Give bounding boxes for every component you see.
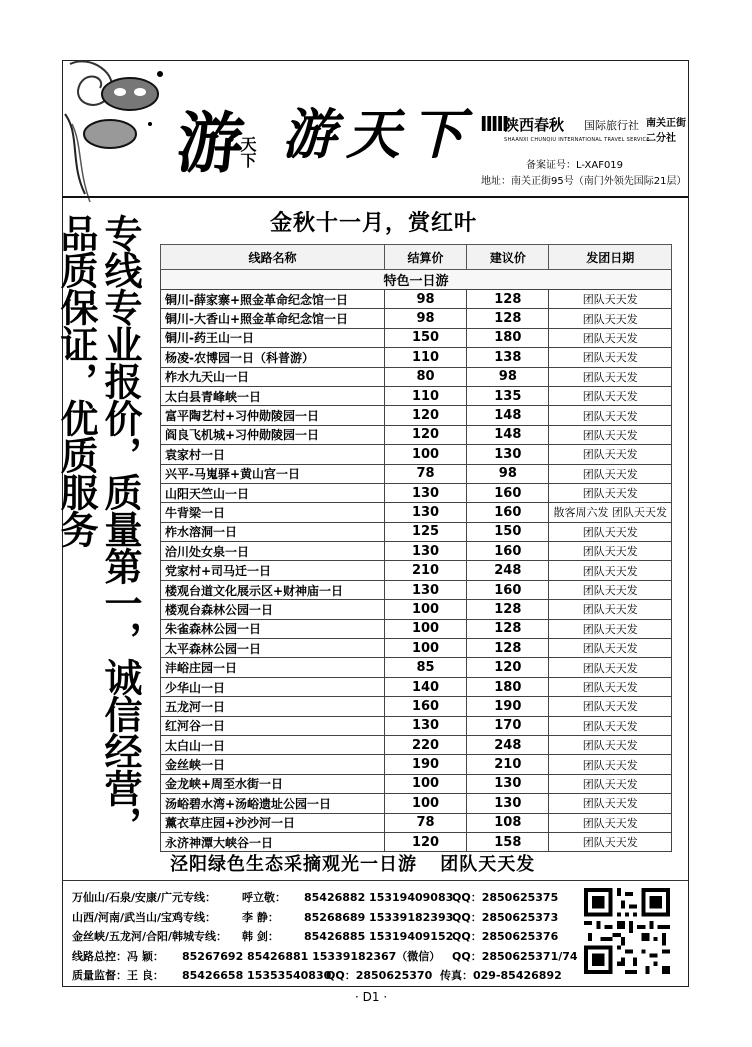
route-name: 铜川-大香山+照金革命纪念馆一日 bbox=[161, 309, 385, 328]
suggested-price: 190 bbox=[467, 697, 549, 716]
contact-person: 呼立敬： bbox=[242, 891, 286, 904]
route-name: 金龙峡+周至水街一日 bbox=[161, 774, 385, 793]
departure-schedule: 团队天天发 bbox=[549, 522, 672, 541]
settle-price: 125 bbox=[384, 522, 466, 541]
route-name: 柞水九天山一日 bbox=[161, 367, 385, 386]
settle-price: 100 bbox=[384, 794, 466, 813]
settle-price: 98 bbox=[384, 309, 466, 328]
departure-schedule: 团队天天发 bbox=[549, 600, 672, 619]
slogan: 专线专业报价，质量第一，诚信经营，品质保证，优质服务 bbox=[54, 214, 142, 843]
agency-block bbox=[480, 110, 690, 150]
settle-price: 130 bbox=[384, 503, 466, 522]
route-name: 党家村+司马迁一日 bbox=[161, 561, 385, 580]
table-row bbox=[161, 697, 672, 716]
table-row bbox=[161, 658, 672, 677]
contact-phones: 85426885 15319409152 bbox=[304, 930, 454, 943]
quality-qq: QQ：2850625370 bbox=[326, 969, 433, 982]
settle-price: 120 bbox=[384, 406, 466, 425]
table-header-row bbox=[161, 245, 672, 270]
suggested-price: 180 bbox=[467, 677, 549, 696]
departure-schedule: 团队天天发 bbox=[549, 445, 672, 464]
page-title: 金秋十一月，赏红叶 bbox=[270, 211, 478, 236]
column-header-route: 线路名称 bbox=[161, 245, 385, 270]
departure-schedule: 团队天天发 bbox=[549, 677, 672, 696]
column-header-departure: 发团日期 bbox=[549, 245, 672, 270]
departure-schedule: 团队天天发 bbox=[549, 755, 672, 774]
table-row bbox=[161, 290, 672, 309]
departure-schedule: 团队天天发 bbox=[549, 348, 672, 367]
route-name: 金丝峡一日 bbox=[161, 755, 385, 774]
route-name: 洽川处女泉一日 bbox=[161, 542, 385, 561]
quality-phones: 85426658 15353540830 bbox=[182, 969, 332, 982]
route-name: 铜川-薛家寨+照金革命纪念馆一日 bbox=[161, 290, 385, 309]
settle-price: 100 bbox=[384, 600, 466, 619]
departure-schedule: 散客周六发 团队天天发 bbox=[549, 503, 672, 522]
suggested-price: 170 bbox=[467, 716, 549, 735]
agency-logo-icon: IIIII bbox=[480, 112, 508, 136]
section-title: 特色一日游 bbox=[161, 270, 672, 290]
table-row bbox=[161, 503, 672, 522]
table-row bbox=[161, 483, 672, 502]
departure-schedule: 团队天天发 bbox=[549, 716, 672, 735]
route-name: 袁家村一日 bbox=[161, 445, 385, 464]
contact-line: 山西/河南/武当山/宝鸡专线： bbox=[72, 910, 217, 924]
table-row bbox=[161, 600, 672, 619]
route-name: 楼观台道文化展示区+财神庙一日 bbox=[161, 580, 385, 599]
departure-schedule: 团队天天发 bbox=[549, 483, 672, 502]
column-header-settle-price: 结算价 bbox=[384, 245, 466, 270]
table-row bbox=[161, 309, 672, 328]
settle-price: 140 bbox=[384, 677, 466, 696]
settle-price: 130 bbox=[384, 542, 466, 561]
departure-schedule: 团队天天发 bbox=[549, 406, 672, 425]
logo-main-glyph: 游 bbox=[173, 104, 242, 182]
contact-divider bbox=[62, 880, 688, 881]
suggested-price: 135 bbox=[467, 386, 549, 405]
settle-price: 130 bbox=[384, 716, 466, 735]
departure-schedule: 团队天天发 bbox=[549, 774, 672, 793]
control-label: 线路总控：冯 颖： bbox=[72, 949, 164, 963]
settle-price: 130 bbox=[384, 483, 466, 502]
settle-price: 190 bbox=[384, 755, 466, 774]
route-name: 牛背梁一日 bbox=[161, 503, 385, 522]
departure-schedule: 团队天天发 bbox=[549, 658, 672, 677]
suggested-price: 130 bbox=[467, 794, 549, 813]
route-name: 永济神潭大峡谷一日 bbox=[161, 832, 385, 851]
suggested-price: 160 bbox=[467, 483, 549, 502]
suggested-price: 160 bbox=[467, 503, 549, 522]
table-row bbox=[161, 348, 672, 367]
contact-qq: QQ：2850625373 bbox=[452, 910, 559, 924]
departure-schedule: 团队天天发 bbox=[549, 290, 672, 309]
suggested-price: 248 bbox=[467, 561, 549, 580]
departure-schedule: 团队天天发 bbox=[549, 639, 672, 658]
settle-price: 110 bbox=[384, 386, 466, 405]
table-row bbox=[161, 425, 672, 444]
suggested-price: 128 bbox=[467, 290, 549, 309]
settle-price: 78 bbox=[384, 464, 466, 483]
table-row bbox=[161, 619, 672, 638]
route-name: 红河谷一日 bbox=[161, 716, 385, 735]
settle-price: 110 bbox=[384, 348, 466, 367]
quality-label: 质量监督：王 良： bbox=[72, 969, 164, 982]
departure-schedule: 团队天天发 bbox=[549, 580, 672, 599]
settle-price: 220 bbox=[384, 735, 466, 754]
suggested-price: 148 bbox=[467, 406, 549, 425]
agency-name: 陕西春秋 bbox=[504, 116, 565, 134]
table-row bbox=[161, 716, 672, 735]
route-name: 薰衣草庄园+沙沙河一日 bbox=[161, 813, 385, 832]
mask-ornament-icon bbox=[60, 54, 180, 204]
contact-phones: 85268689 15339182393 bbox=[304, 910, 454, 924]
contact-list bbox=[72, 888, 577, 986]
contact-row bbox=[72, 908, 577, 928]
settle-price: 98 bbox=[384, 290, 466, 309]
qr-code-icon bbox=[584, 888, 670, 974]
table-row bbox=[161, 367, 672, 386]
table-row bbox=[161, 542, 672, 561]
suggested-price: 180 bbox=[467, 328, 549, 347]
contact-row bbox=[72, 888, 577, 908]
departure-schedule: 团队天天发 bbox=[549, 619, 672, 638]
settle-price: 100 bbox=[384, 774, 466, 793]
contact-line: 金丝峡/五龙河/合阳/韩城专线： bbox=[72, 930, 228, 943]
table-row bbox=[161, 794, 672, 813]
route-name: 楼观台森林公园一日 bbox=[161, 600, 385, 619]
contact-person: 韩 剑： bbox=[242, 930, 279, 943]
table-row bbox=[161, 755, 672, 774]
contact-phones: 85426882 15319409083 bbox=[304, 891, 454, 904]
route-name: 山阳天竺山一日 bbox=[161, 483, 385, 502]
quality-fax: 传真：029-85426892 bbox=[440, 969, 562, 982]
table-row bbox=[161, 464, 672, 483]
table-row bbox=[161, 639, 672, 658]
suggested-price: 120 bbox=[467, 658, 549, 677]
settle-price: 100 bbox=[384, 445, 466, 464]
table-row bbox=[161, 677, 672, 696]
logo bbox=[173, 90, 264, 182]
suggested-price: 150 bbox=[467, 522, 549, 541]
suggested-price: 210 bbox=[467, 755, 549, 774]
column-header-suggested-price: 建议价 bbox=[467, 245, 549, 270]
departure-schedule: 团队天天发 bbox=[549, 367, 672, 386]
settle-price: 78 bbox=[384, 813, 466, 832]
suggested-price: 128 bbox=[467, 600, 549, 619]
suggested-price: 138 bbox=[467, 348, 549, 367]
departure-schedule: 团队天天发 bbox=[549, 328, 672, 347]
contact-person: 李 静： bbox=[242, 910, 279, 924]
departure-schedule: 团队天天发 bbox=[549, 542, 672, 561]
header-divider bbox=[62, 196, 688, 198]
settle-price: 100 bbox=[384, 639, 466, 658]
settle-price: 80 bbox=[384, 367, 466, 386]
contact-qq: QQ：2850625376 bbox=[452, 930, 559, 943]
branch-line-2: 二分社 bbox=[646, 133, 676, 144]
departure-schedule: 团队天天发 bbox=[549, 697, 672, 716]
departure-schedule: 团队天天发 bbox=[549, 561, 672, 580]
page-number: · D1 · bbox=[355, 990, 388, 1004]
settle-price: 130 bbox=[384, 580, 466, 599]
suggested-price: 148 bbox=[467, 425, 549, 444]
suggested-price: 248 bbox=[467, 735, 549, 754]
route-name: 五龙河一日 bbox=[161, 697, 385, 716]
settle-price: 160 bbox=[384, 697, 466, 716]
suggested-price: 128 bbox=[467, 309, 549, 328]
suggested-price: 128 bbox=[467, 619, 549, 638]
settle-price: 150 bbox=[384, 328, 466, 347]
departure-schedule: 团队天天发 bbox=[549, 735, 672, 754]
settle-price: 85 bbox=[384, 658, 466, 677]
agency-address: 地址：南关正街95号（南门外领先国际21层） bbox=[481, 176, 687, 187]
route-price-table bbox=[160, 244, 672, 852]
table-row bbox=[161, 328, 672, 347]
agency-type: 国际旅行社 bbox=[584, 119, 639, 132]
contact-row bbox=[72, 927, 577, 947]
settle-price: 120 bbox=[384, 425, 466, 444]
route-name: 太白山一日 bbox=[161, 735, 385, 754]
control-row bbox=[72, 947, 577, 967]
route-name: 富平陶艺村+习仲勋陵园一日 bbox=[161, 406, 385, 425]
suggested-price: 98 bbox=[467, 464, 549, 483]
settle-price: 100 bbox=[384, 619, 466, 638]
departure-schedule: 团队天天发 bbox=[549, 832, 672, 851]
suggested-price: 160 bbox=[467, 580, 549, 599]
section-row bbox=[161, 270, 672, 290]
suggested-price: 130 bbox=[467, 774, 549, 793]
table-row bbox=[161, 813, 672, 832]
route-name: 阎良飞机城+习仲勋陵园一日 bbox=[161, 425, 385, 444]
contact-qq: QQ：2850625375 bbox=[452, 891, 559, 904]
suggested-price: 128 bbox=[467, 639, 549, 658]
suggested-price: 108 bbox=[467, 813, 549, 832]
route-name: 兴平-马嵬驿+黄山宫一日 bbox=[161, 464, 385, 483]
table-row bbox=[161, 735, 672, 754]
logo-sub-glyph: 天下 bbox=[238, 136, 257, 168]
settle-price: 120 bbox=[384, 832, 466, 851]
departure-schedule: 团队天天发 bbox=[549, 794, 672, 813]
control-qq: QQ：2850625371/74 bbox=[452, 949, 578, 963]
suggested-price: 158 bbox=[467, 832, 549, 851]
table-row bbox=[161, 386, 672, 405]
brand-title: 游天下 bbox=[282, 102, 474, 166]
route-name: 汤峪碧水湾+汤峪遗址公园一日 bbox=[161, 794, 385, 813]
branch-name bbox=[646, 116, 686, 146]
table-row bbox=[161, 580, 672, 599]
departure-schedule: 团队天天发 bbox=[549, 813, 672, 832]
departure-schedule: 团队天天发 bbox=[549, 425, 672, 444]
table-row bbox=[161, 774, 672, 793]
green-tour-banner: 泾阳绿色生态采摘观光一日游 团队天天发 bbox=[170, 854, 536, 875]
route-name: 太白县青峰峡一日 bbox=[161, 386, 385, 405]
settle-price: 210 bbox=[384, 561, 466, 580]
agency-english-name: SHAANXI CHUNQIU INTERNATIONAL TRAVEL SERVICE bbox=[504, 137, 650, 143]
branch-line-1: 南关正街 bbox=[646, 118, 686, 129]
departure-schedule: 团队天天发 bbox=[549, 464, 672, 483]
departure-schedule: 团队天天发 bbox=[549, 386, 672, 405]
licence-number: 备案证号：L-XAF019 bbox=[526, 160, 624, 171]
route-name: 少华山一日 bbox=[161, 677, 385, 696]
route-name: 沣峪庄园一日 bbox=[161, 658, 385, 677]
table-row bbox=[161, 832, 672, 851]
quality-row bbox=[72, 966, 577, 986]
route-name: 朱雀森林公园一日 bbox=[161, 619, 385, 638]
control-phones: 85267692 85426881 15339182367（微信） bbox=[182, 949, 441, 963]
route-name: 铜川-药王山一日 bbox=[161, 328, 385, 347]
route-name: 太平森林公园一日 bbox=[161, 639, 385, 658]
table-row bbox=[161, 445, 672, 464]
suggested-price: 160 bbox=[467, 542, 549, 561]
table-row bbox=[161, 561, 672, 580]
suggested-price: 98 bbox=[467, 367, 549, 386]
departure-schedule: 团队天天发 bbox=[549, 309, 672, 328]
route-name: 杨凌-农博园一日（科普游） bbox=[161, 348, 385, 367]
suggested-price: 130 bbox=[467, 445, 549, 464]
route-name: 柞水溶洞一日 bbox=[161, 522, 385, 541]
table-row bbox=[161, 406, 672, 425]
contact-line: 万仙山/石泉/安康/广元专线： bbox=[72, 891, 217, 904]
table-row bbox=[161, 522, 672, 541]
